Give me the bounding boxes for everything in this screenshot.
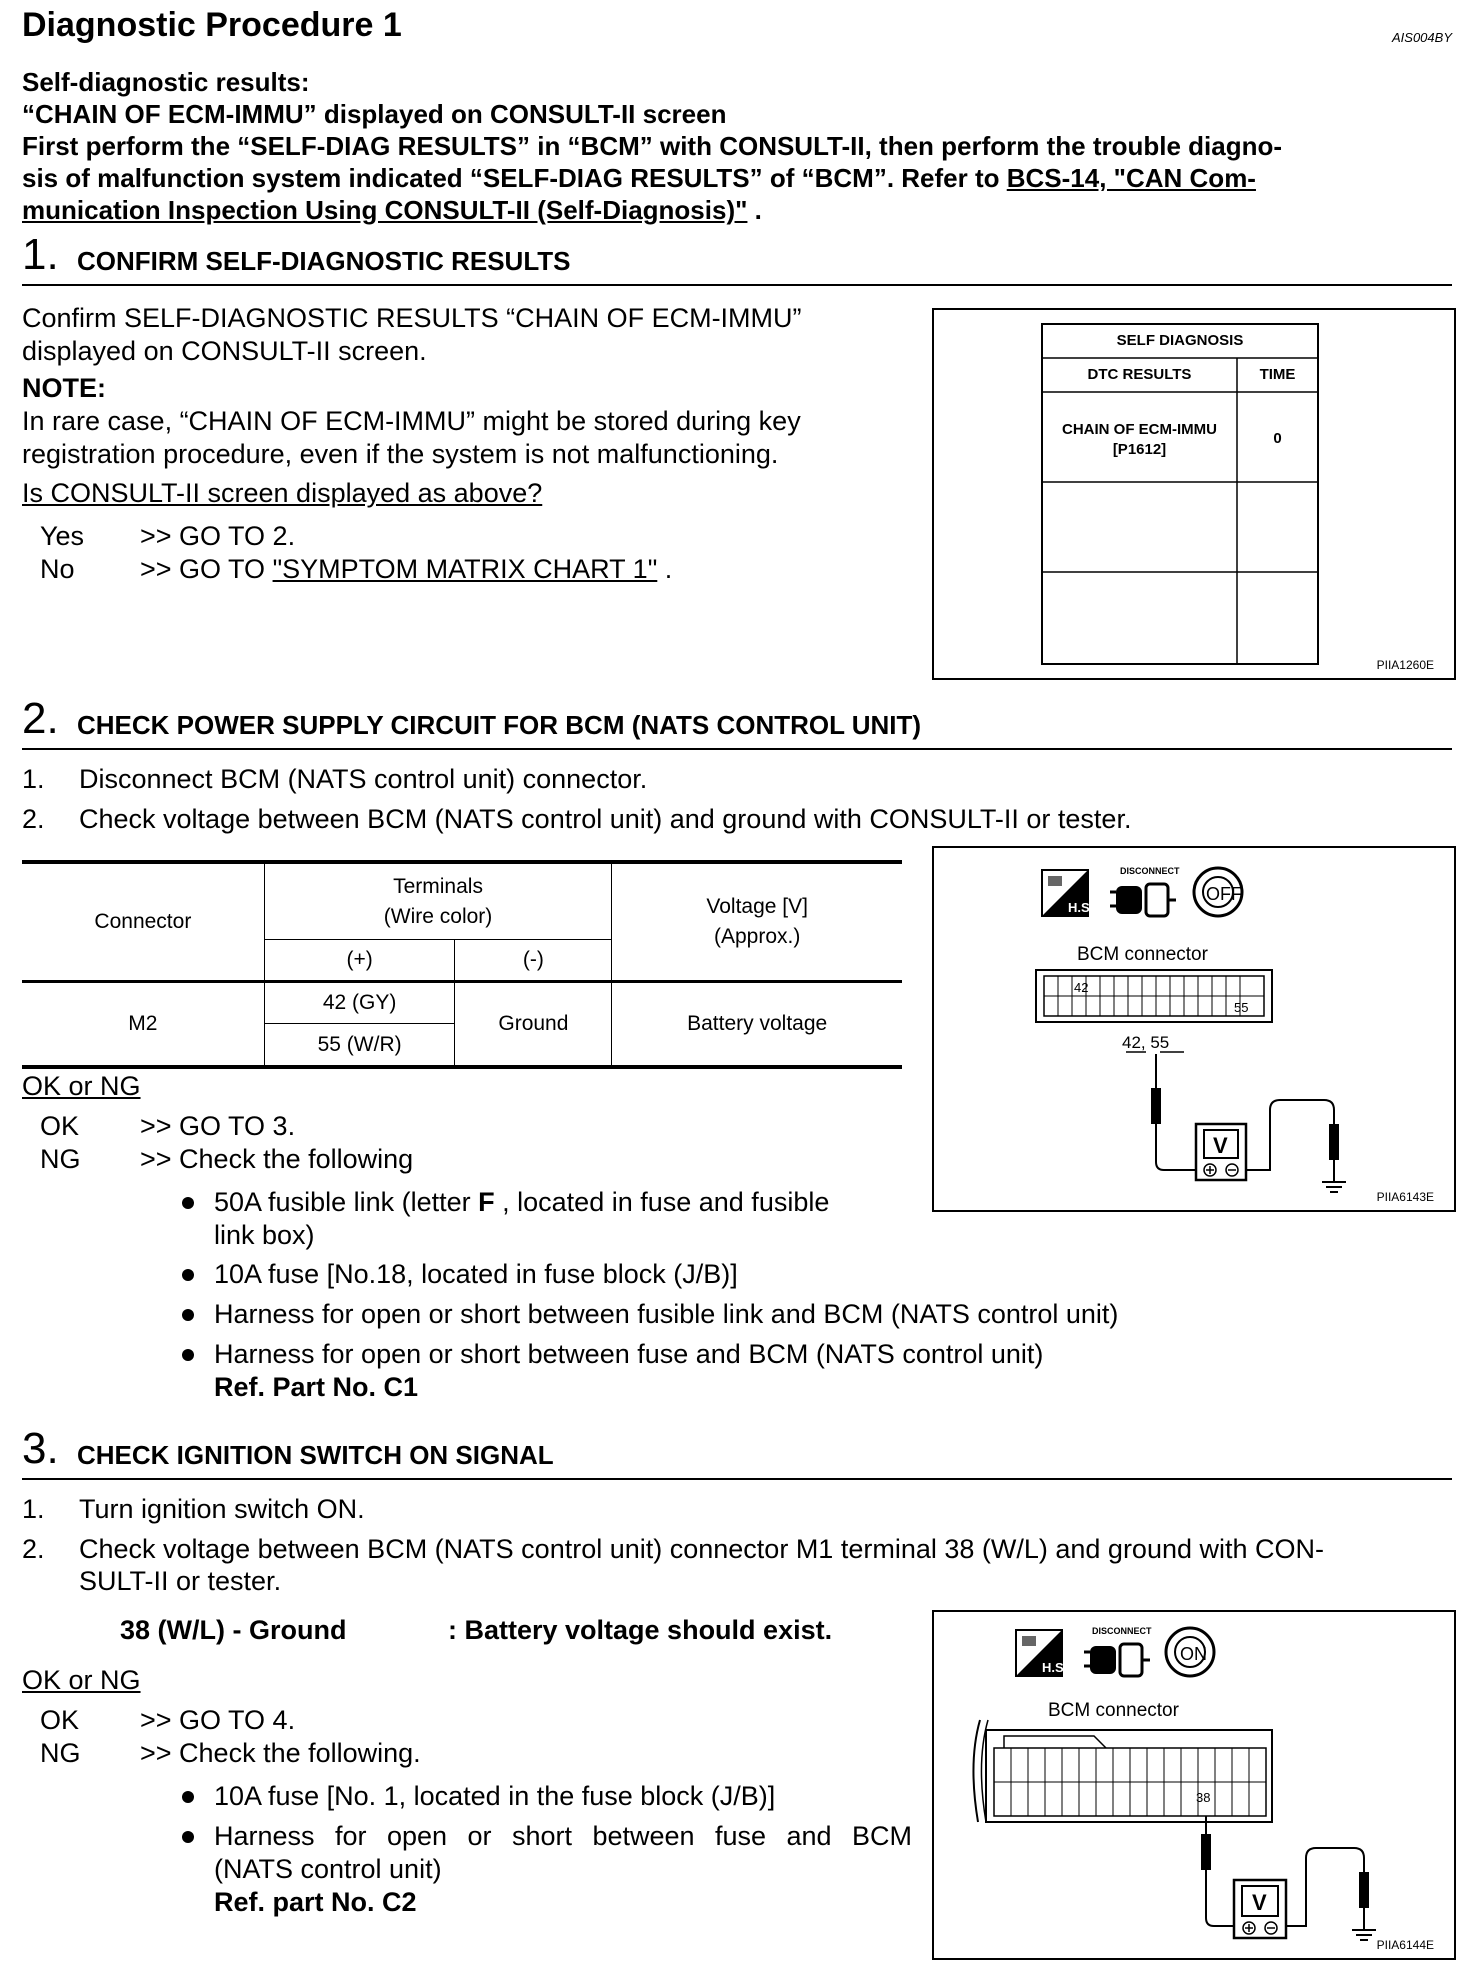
voltage-table <box>22 863 902 1066</box>
dtc-name: CHAIN OF ECM-IMMU <box>1062 421 1217 438</box>
list-number: 2. <box>22 804 45 834</box>
disconnect-icon <box>1110 866 1180 916</box>
step-2-answers <box>40 1110 940 1180</box>
time-cell: 0 <box>1273 430 1282 447</box>
table-header <box>612 864 902 982</box>
step-2-header <box>22 694 1452 750</box>
bullet-icon <box>182 1197 194 1209</box>
figure-header: SELF DIAGNOSIS <box>1116 332 1244 349</box>
intro-line: Self-diagnostic results: <box>22 67 310 97</box>
answer-action <box>140 553 672 586</box>
harness-side-icon <box>1042 870 1093 916</box>
bullet-text: 10A fuse [No. 1, located in the fuse block (J/B)] <box>214 1781 776 1811</box>
bullet-line: (NATS control unit) <box>214 1854 442 1884</box>
question-text: Is CONSULT-II screen displayed as above? <box>22 478 543 508</box>
bullet-text: 50A fusible link (letter <box>214 1187 479 1217</box>
answer-action: >> Check the following <box>140 1144 414 1174</box>
intro-line: First perform the “SELF-DIAG RESULTS” in “BCM” with CONSULT-II, then perform the trouble diagno- <box>22 131 1283 161</box>
ok-ng-text: OK or NG <box>22 1071 141 1101</box>
table-header-line: (Wire color) <box>383 904 493 928</box>
voltage-table-wrap <box>22 860 902 1069</box>
step-number: 2. <box>22 694 59 743</box>
table-header-line: (Approx.) <box>713 925 801 948</box>
step-title: CHECK POWER SUPPLY CIRCUIT FOR BCM (NATS CONTROL UNIT) <box>77 710 922 740</box>
list-number: 1. <box>22 764 45 794</box>
answer-label: OK <box>40 1111 80 1141</box>
hs-label: H.S. <box>1042 1660 1068 1675</box>
figure-code: PIIA1260E <box>1376 658 1434 672</box>
answer-label: NG <box>40 1144 81 1174</box>
ok-ng-text: OK or NG <box>22 1665 141 1695</box>
reference-link[interactable]: BCS-14, "CAN Com- <box>1006 163 1256 193</box>
harness-side-icon <box>1016 1630 1067 1676</box>
bullet-icon <box>182 1269 194 1281</box>
meter-symbol: V <box>1252 1890 1267 1915</box>
step-3-checklist <box>182 1780 922 1930</box>
pin-label: 55 <box>1234 1000 1249 1015</box>
step-title: CONFIRM SELF-DIAGNOSTIC RESULTS <box>77 246 571 276</box>
bullet-icon <box>182 1309 194 1321</box>
intro-line <box>22 162 1452 194</box>
column-header: DTC RESULTS <box>1087 366 1192 383</box>
list-number: 1. <box>22 1494 45 1524</box>
step-1-header <box>22 230 1452 286</box>
column-header: TIME <box>1259 366 1296 383</box>
figure-code: PIIA6143E <box>1376 1190 1434 1204</box>
key-position-label: ON <box>1180 1644 1207 1664</box>
table-cell: Battery voltage <box>612 982 902 1066</box>
table-header-line: Voltage [V] <box>706 895 808 918</box>
document-id: AIS004BY <box>1392 30 1452 45</box>
bullet-icon <box>182 1791 194 1803</box>
intro-text: sis of malfunction system indicated “SELF-DIAG RESULTS” of “BCM”. Refer to <box>22 163 1007 193</box>
table-header: (-) <box>455 940 612 982</box>
step-1-text <box>22 302 912 510</box>
dtc-code: [P1612] <box>1112 441 1167 458</box>
table-cell: M2 <box>22 982 264 1066</box>
table-header: (+) <box>264 940 455 982</box>
ignition-key-on-icon <box>1166 1628 1214 1676</box>
bcm-connector-drawing <box>973 1720 1272 1822</box>
pin-label: 42 <box>1074 980 1089 995</box>
table-header-line: Terminals <box>393 874 483 898</box>
step-number: 1. <box>22 230 59 279</box>
step-3-instructions <box>22 1494 1452 1598</box>
pin-label: 38 <box>1196 1790 1211 1805</box>
disconnect-label: DISCONNECT <box>1092 1626 1152 1636</box>
symptom-matrix-link[interactable]: "SYMPTOM MATRIX CHART 1" <box>272 554 658 584</box>
disconnect-label: DISCONNECT <box>1120 866 1180 876</box>
figure-code: PIIA6144E <box>1376 1938 1434 1952</box>
bullet-line <box>214 1186 912 1219</box>
answer-text: >> GO TO <box>140 554 273 584</box>
list-item: Turn ignition switch ON. <box>79 1494 365 1524</box>
note-label: NOTE: <box>22 373 106 403</box>
step-1-answers <box>40 520 740 590</box>
bullet-icon <box>182 1831 194 1843</box>
body-text: displayed on CONSULT-II screen. <box>22 336 427 366</box>
bullet-line: Harness for open or short between fuse and BCM <box>214 1821 912 1851</box>
step-3-header <box>22 1424 1452 1480</box>
power-supply-diagram <box>934 848 1454 1210</box>
connector-label: BCM connector <box>1048 1700 1179 1721</box>
step-2-checklist <box>182 1186 1442 1416</box>
answer-action: >> GO TO 2. <box>140 521 296 551</box>
reference-link[interactable]: munication Inspection Using CONSULT-II (Self-Diagnosis)" <box>22 195 748 225</box>
answer-action: >> GO TO 3. <box>140 1111 296 1141</box>
step-number: 3. <box>22 1424 59 1473</box>
table-cell: Ground <box>455 982 612 1066</box>
body-text: Confirm SELF-DIAGNOSTIC RESULTS “CHAIN OF ECM-IMMU” <box>22 303 802 333</box>
ignition-key-off-icon <box>1194 868 1242 916</box>
intro-text: . <box>747 195 762 225</box>
meter-symbol: V <box>1213 1133 1228 1158</box>
step-title: CHECK IGNITION SWITCH ON SIGNAL <box>77 1440 554 1470</box>
bullet-text: Harness for open or short between fusible link and BCM (NATS control unit) <box>214 1299 1119 1329</box>
table-cell: 42 (GY) <box>264 982 455 1024</box>
list-number: 2. <box>22 1534 45 1564</box>
bullet-text: 10A fuse [No.18, located in fuse block (J/B)] <box>214 1259 738 1289</box>
body-text: In rare case, “CHAIN OF ECM-IMMU” might be stored during key <box>22 406 801 436</box>
bullet-letter: F <box>478 1187 495 1217</box>
reference-part: Ref. part No. C2 <box>214 1887 417 1917</box>
page-title: Diagnostic Procedure 1 <box>22 6 402 44</box>
tester-wiring <box>1151 1054 1346 1192</box>
power-supply-figure <box>932 846 1456 1212</box>
dtc-cell <box>1042 420 1237 460</box>
answer-label: OK <box>40 1705 80 1735</box>
list-item: Check voltage between BCM (NATS control unit) and ground with CONSULT-II or tester. <box>79 804 1132 834</box>
intro-block <box>22 66 1452 226</box>
step-2-instructions <box>22 764 1422 834</box>
list-item: Disconnect BCM (NATS control unit) connector. <box>79 764 648 794</box>
ok-ng-label <box>22 1664 141 1697</box>
step-3-answers <box>40 1704 940 1774</box>
answer-label: No <box>40 554 75 584</box>
voltmeter-icon <box>1234 1880 1286 1938</box>
connector-label: BCM connector <box>1077 944 1208 965</box>
body-text: registration procedure, even if the system is not malfunctioning. <box>22 439 779 469</box>
bullet-icon <box>182 1349 194 1361</box>
voltmeter-icon <box>1196 1124 1246 1180</box>
spec-terminal: 38 (W/L) - Ground <box>120 1615 347 1645</box>
ok-ng-label <box>22 1070 141 1103</box>
answer-action: >> Check the following. <box>140 1738 421 1768</box>
table-header: Connector <box>22 864 264 982</box>
hs-label: H.S. <box>1068 900 1094 915</box>
ignition-signal-figure <box>932 1610 1456 1960</box>
reference-part: Ref. Part No. C1 <box>214 1372 419 1402</box>
disconnect-icon <box>1084 1626 1152 1676</box>
ignition-signal-diagram <box>934 1612 1454 1958</box>
answer-label: NG <box>40 1738 81 1768</box>
spec-value: : Battery voltage should exist. <box>448 1615 833 1645</box>
bullet-line: link box) <box>214 1220 315 1250</box>
list-item: SULT-II or tester. <box>79 1566 282 1596</box>
self-diagnosis-figure <box>932 308 1456 680</box>
intro-line: “CHAIN OF ECM-IMMU” displayed on CONSULT-II screen <box>22 99 727 129</box>
key-position-label: OFF <box>1206 884 1242 904</box>
bullet-text: , located in fuse and fusible <box>494 1187 830 1217</box>
list-item: Check voltage between BCM (NATS control unit) connector M1 terminal 38 (W/L) and ground with CON- <box>79 1534 1325 1564</box>
table-header <box>264 864 612 940</box>
answer-action: >> GO TO 4. <box>140 1705 296 1735</box>
table-cell: 55 (W/R) <box>264 1024 455 1066</box>
pins-label: 42, 55 <box>1122 1033 1170 1052</box>
intro-line <box>22 194 1452 226</box>
answer-label: Yes <box>40 521 85 551</box>
bullet-text: Harness for open or short between fuse and BCM (NATS control unit) <box>214 1339 1044 1369</box>
tester-wiring <box>1201 1816 1376 1940</box>
answer-text: . <box>657 554 673 584</box>
